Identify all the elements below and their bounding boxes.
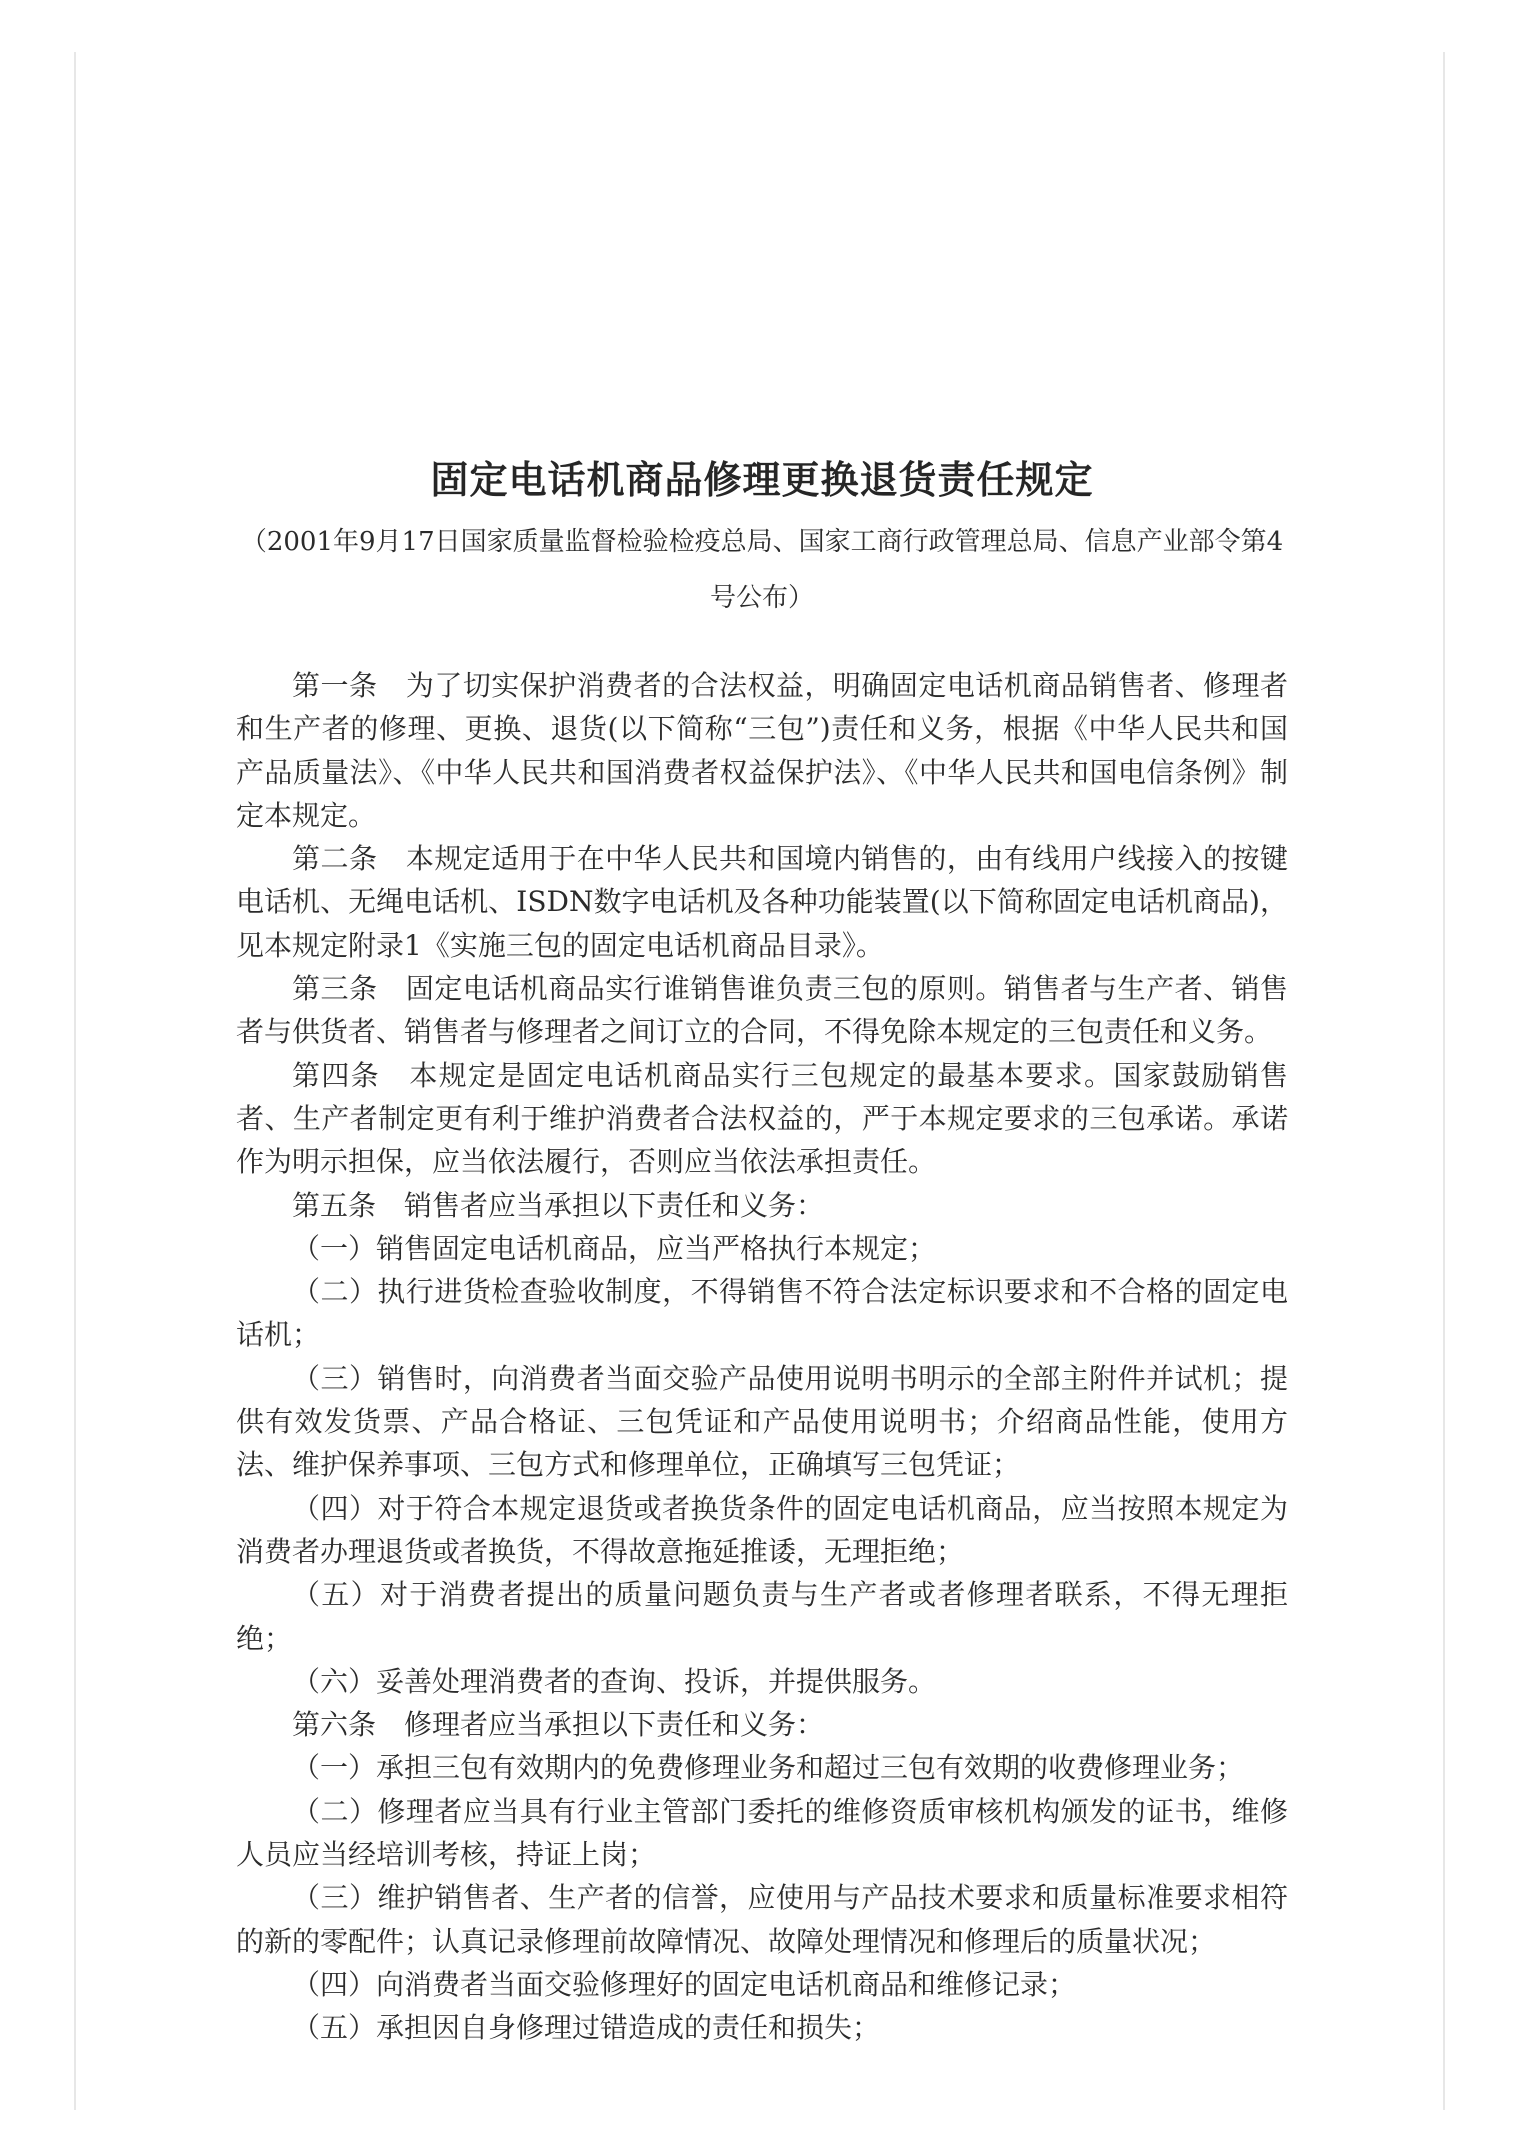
paragraph: 第一条 为了切实保护消费者的合法权益，明确固定电话机商品销售者、修理者和生产者的修理、更换、退货(以下简称“三包”)责任和义务，根据《中华人民共和国产品质量法》、《中华人民共和国消费者权益保护法》、《中华人民共和国电信条例》制定本规定。 [236,669,1288,832]
paragraph: （一）承担三包有效期内的免费修理业务和超过三包有效期的收费修理业务； [292,1751,1245,1785]
page-left-edge [74,52,76,2110]
paragraph: （五）对于消费者提出的质量问题负责与生产者或者修理者联系，不得无理拒绝； [236,1578,1288,1655]
paragraph: （四）对于符合本规定退货或者换货条件的固定电话机商品，应当按照本规定为消费者办理退货或者换货，不得故意拖延推诿，无理拒绝； [236,1491,1288,1568]
paragraph: 第六条 修理者应当承担以下责任和义务： [292,1708,825,1742]
paragraph: （三）维护销售者、生产者的信誉，应使用与产品技术要求和质量标准要求相符的新的零配件；认真记录修理前故障情况、故障处理情况和修理后的质量状况； [236,1881,1288,1958]
paragraph: 第五条 销售者应当承担以下责任和义务： [292,1188,825,1222]
page-right-edge [1443,52,1445,2110]
paragraph: 第二条 本规定适用于在中华人民共和国境内销售的，由有线用户线接入的按键电话机、无绳电话机、ISDN数字电话机及各种功能装置(以下简称固定电话机商品)，见本规定附录1《实施三包的固定电话机商品目录》。 [236,842,1288,962]
document-title: 固定电话机商品修理更换退货责任规定 [430,457,1094,502]
paragraph: （一）销售固定电话机商品，应当严格执行本规定； [292,1231,937,1265]
paragraph: （二）执行进货检查验收制度，不得销售不符合法定标识要求和不合格的固定电话机； [236,1275,1288,1352]
paragraph: 第三条 固定电话机商品实行谁销售谁负责三包的原则。销售者与生产者、销售者与供货者、销售者与修理者之间订立的合同，不得免除本规定的三包责任和义务。 [236,972,1288,1049]
paragraph: （六）妥善处理消费者的查询、投诉，并提供服务。 [292,1664,937,1698]
paragraph: （五）承担因自身修理过错造成的责任和损失； [292,2011,881,2045]
paragraph: 第四条 本规定是固定电话机商品实行三包规定的最基本要求。国家鼓励销售者、生产者制定更有利于维护消费者合法权益的，严于本规定要求的三包承诺。承诺作为明示担保，应当依法履行，否则应当依法承担责任。 [236,1058,1288,1179]
paragraph: （二）修理者应当具有行业主管部门委托的维修资质审核机构颁发的证书，维修人员应当经培训考核，持证上岗； [236,1794,1288,1872]
document-body [236,664,1288,2050]
document-subtitle: （2001年9月17日国家质量监督检验检疫总局、国家工商行政管理总局、信息产业部令第4号公布） [240,527,1284,613]
paragraph: （四）向消费者当面交验修理好的固定电话机商品和维修记录； [292,1967,1077,2001]
paragraph: （三）销售时，向消费者当面交验产品使用说明书明示的全部主附件并试机；提供有效发货票、产品合格证、三包凭证和产品使用说明书；介绍商品性能，使用方法、维护保养事项、三包方式和修理单位，正确填写三包凭证； [236,1361,1288,1482]
document-page [236,452,1288,2050]
